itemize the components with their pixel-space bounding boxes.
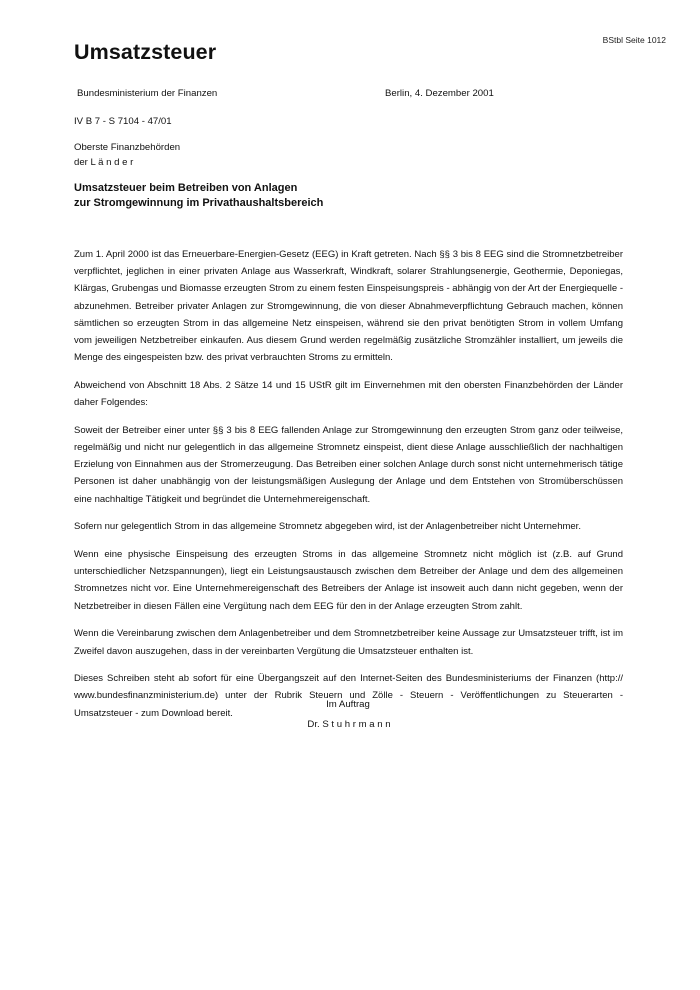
place-date: Berlin, 4. Dezember 2001	[385, 88, 494, 99]
recipient-line: Oberste Finanzbehörden	[74, 142, 181, 153]
body-paragraph: Dieses Schreiben steht ab sofort für eine Übergangszeit auf den Internet-Seiten des Bundesministeriums der Finanzen (http:// www.bundesfinanzministerium.de) unter der Rubrik Steuern und Zölle - Steuern - Veröffentlichungen zu Steuerarten - Umsatzsteuer - zum Download bereit.	[74, 673, 623, 719]
sender: Bundesministerium der Finanzen	[77, 88, 218, 99]
recipient-block	[74, 140, 180, 170]
page-reference: BStbl Seite 1012	[602, 35, 666, 45]
subject-heading	[74, 181, 323, 211]
body-paragraph: Wenn die Vereinbarung zwischen dem Anlagenbetreiber und dem Stromnetzbetreiber keine Aussage zur Umsatzsteuer trifft, ist im Zweifel davon auszugehen, dass in der vereinbarten Vergütung die Umsatzsteuer enthalten ist.	[74, 628, 623, 657]
subject-line: zur Stromgewinnung im Privathaushaltsbereich	[74, 197, 324, 209]
recipient-line: der L ä n d e r	[74, 157, 134, 168]
reference-number: IV B 7 - S 7104 - 47/01	[74, 116, 172, 127]
subject-line: Umsatzsteuer beim Betreiben von Anlagen	[74, 182, 298, 194]
body-paragraph: Abweichend von Abschnitt 18 Abs. 2 Sätze 14 und 15 UStR gilt im Einvernehmen mit den obersten Finanzbehörden der Länder daher Folgendes:	[74, 379, 623, 409]
body-paragraph: Zum 1. April 2000 ist das Erneuerbare-Energien-Gesetz (EEG) in Kraft getreten. Nach §§ 3 bis 8 EEG sind die Stromnetzbetreiber verpflichtet, jeglichen in einer privaten Anlage aus Wasserkraft, Windkraft, solarer Strahlungsenergie, Geothermie, Deponiegas, Klärgas, Grubengas und Biomasse erzeugten Strom zu einem festen Einspeisungspreis - abhängig von der Art der Energiequelle - abzunehmen. Betreiber privater Anlagen zur Stromgewinnung, die von dieser Abnahmeverpflichtung Gebrauch machen, können sämtlichen so erzeugten Strom in das allgemeine Netz einspeisen, während sie den privat benötigten Strom in vollem Umfang vom jeweiligen Netzbetreiber einkaufen. Aus diesem Grund werden regelmäßig zusätzliche Stromzähler installiert, um jeweils die Menge des eingespeisten bzw. des privat verbrauchten Stroms zu ermitteln.	[74, 249, 623, 364]
body-paragraph: Soweit der Betreiber einer unter §§ 3 bis 8 EEG fallenden Anlage zur Stromgewinnung den erzeugten Strom ganz oder teilweise, regelmäßig und nicht nur gelegentlich in das allgemeine Stromnetz einspeist, dient diese Anlage ausschließlich der nachhaltigen Erzielung von Einnahmen aus der Stromerzeugung. Das Betreiben einer solchen Anlage durch sonst nicht unternehmerisch tätige Personen ist daher unabhängig von der leistungsmäßigen Auslegung der Anlage und dem Entstehen von Stromüberschüssen eine nachhaltige Tätigkeit und begründet die Unternehmereigenschaft.	[74, 424, 623, 505]
signatory-name: Dr. S t u h r m a n n	[307, 719, 391, 730]
on-behalf-line: Im Auftrag	[326, 699, 370, 710]
body-paragraph: Wenn eine physische Einspeisung des erzeugten Stroms in das allgemeine Stromnetz nicht möglich ist (z.B. auf Grund unterschiedlicher Netzspannungen), liegt ein Leistungsaustausch zwischen dem Betreiber der Anlage und dem des allgemeinen Stromnetzes nicht vor. Eine Unternehmereigenschaft des Betreibers der Anlage ist insoweit auch dann nicht gegeben, wenn der Netzbetreiber in diesen Fällen eine Vergütung nach dem EEG für den in der Anlage erzeugten Strom zahlt.	[74, 549, 623, 612]
document-title: Umsatzsteuer	[74, 40, 217, 64]
body-paragraph: Sofern nur gelegentlich Strom in das allgemeine Stromnetz abgegeben wird, ist der Anlagenbetreiber nicht Unternehmer.	[74, 521, 581, 533]
letter-body	[74, 246, 623, 732]
closing-block	[0, 699, 700, 730]
